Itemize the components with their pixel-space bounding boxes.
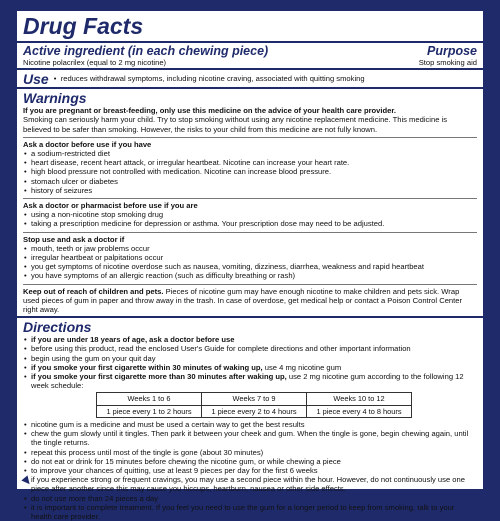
directions-heading: Directions — [23, 319, 92, 336]
item-text: use 2 mg nicotine gum according to the following 12 week schedule: — [31, 372, 464, 391]
list-item: • irregular heartbeat or palpitations occur — [23, 253, 477, 262]
list-item: • high blood pressure not controlled with medication. Nicotine can increase blood pressure. — [23, 167, 477, 176]
table-cell: 1 piece every 1 to 2 hours — [97, 405, 202, 417]
list-item: • nicotine gum is a medicine and must be used a certain way to get the best results — [23, 420, 477, 429]
warnings-heading: Warnings — [23, 90, 87, 107]
list-item: • heart disease, recent heart attack, or irregular heartbeat. Nicotine can increase your heart rate. — [23, 158, 477, 167]
drug-facts-panel — [15, 9, 485, 521]
ingredient-text: Nicotine polacrilex (equal to 2 mg nicotine) — [23, 58, 167, 67]
use-item: • reduces withdrawal symptoms, including nicotine craving, associated with quitting smoking — [53, 74, 365, 84]
list-item: • if you experience strong or frequent cravings, you may use a second piece within the hour. However, do not continuously use one piece after another since this may cause you hiccups, heartburn, nausea or other side effects. — [23, 475, 477, 493]
list-item: • begin using the gum on your quit day — [23, 354, 477, 363]
list-item: • if you are under 18 years of age, ask a doctor before use — [23, 335, 477, 344]
table-row — [97, 405, 412, 417]
ask-doctor-heading: Ask a doctor before use if you have — [23, 139, 152, 149]
list-item — [23, 372, 477, 390]
list-item: • chew the gum slowly until it tingles. Then park it between your cheek and gum. When the tingle is gone, begin chewing again, until the tingle returns. — [23, 429, 477, 447]
list-item: • history of seizures — [23, 186, 477, 195]
divider — [23, 284, 477, 285]
table-row — [97, 393, 412, 405]
use-heading: Use — [23, 70, 49, 87]
purpose-text: Stop smoking aid — [418, 58, 477, 67]
list-item: • mouth, teeth or jaw problems occur — [23, 244, 477, 253]
item-bold: if you smoke your first cigarette within 30 minutes of waking up, — [31, 362, 263, 372]
purpose-heading: Purpose — [426, 44, 477, 58]
list-item — [23, 363, 477, 372]
divider — [23, 198, 477, 199]
list-item: • you have symptoms of an allergic reaction (such as difficulty breathing or rash) — [23, 271, 477, 280]
table-cell: Weeks 10 to 12 — [307, 393, 412, 405]
active-ingredient-heading: Active ingredient (in each chewing piece) — [23, 44, 269, 58]
divider — [23, 137, 477, 138]
list-item: • using a non-nicotine stop smoking drug — [23, 210, 477, 219]
use-text: reduces withdrawal symptoms, including nicotine craving, associated with quitting smoking — [60, 74, 365, 84]
list-item: • you get symptoms of nicotine overdose such as nausea, vomiting, dizziness, diarrhea, weakness and rapid heartbeat — [23, 262, 477, 271]
title-divider — [17, 41, 483, 43]
table-cell: Weeks 7 to 9 — [202, 393, 307, 405]
page-title: Drug Facts — [23, 13, 144, 39]
table-cell: 1 piece every 2 to 4 hours — [202, 405, 307, 417]
list-item: • do not eat or drink for 15 minutes before chewing the nicotine gum, or while chewing a piece — [23, 457, 477, 466]
stop-use-heading: Stop use and ask a doctor if — [23, 234, 125, 244]
list-item: • before using this product, read the enclosed User's Guide for complete directions and other important information — [23, 344, 477, 353]
list-item: • stomach ulcer or diabetes — [23, 177, 477, 186]
list-item: • do not use more than 24 pieces a day — [23, 494, 477, 503]
list-item: • to improve your chances of quitting, use at least 9 pieces per day for the first 6 weeks — [23, 466, 477, 475]
list-item: • repeat this process until most of the tingle is gone (about 30 minutes) — [23, 448, 477, 457]
pregnant-text: Smoking can seriously harm your child. Try to stop smoking without using any nicotine replacement medicine. This medicine is believed to be safer than smoking. However, the risks to your child from this medicine are not fully known. — [23, 115, 448, 134]
dosage-schedule-table — [96, 392, 412, 417]
list-item: • taking a prescription medicine for depression or asthma. Your prescription dose may need to be adjusted. — [23, 219, 477, 228]
keep-out-text: Pieces of nicotine gum may have enough nicotine to make children and pets sick. Wrap used pieces of gum in paper and throw away in the trash. In case of overdose, get medical help or contact a Poison Control Center right away. — [23, 286, 462, 315]
ask-pharmacist-heading: Ask a doctor or pharmacist before use if you are — [23, 201, 198, 211]
list-item: • it is important to complete treatment. If you feel you need to use the gum for a longer period to keep from smoking, talk to your health care provider. — [23, 503, 477, 521]
item-bold: if you smoke your first cigarette more than 30 minutes after waking up, — [31, 372, 287, 382]
table-cell: Weeks 1 to 6 — [97, 393, 202, 405]
divider — [23, 232, 477, 233]
table-cell: 1 piece every 4 to 8 hours — [307, 405, 412, 417]
pregnant-warning: If you are pregnant or breast-feeding, only use this medicine on the advice of your health care provider. — [23, 106, 397, 116]
item-text: use 4 mg nicotine gum — [264, 362, 342, 372]
list-item: • a sodium-restricted diet — [23, 149, 477, 158]
keep-out-warning: Keep out of reach of children and pets. — [23, 286, 164, 296]
